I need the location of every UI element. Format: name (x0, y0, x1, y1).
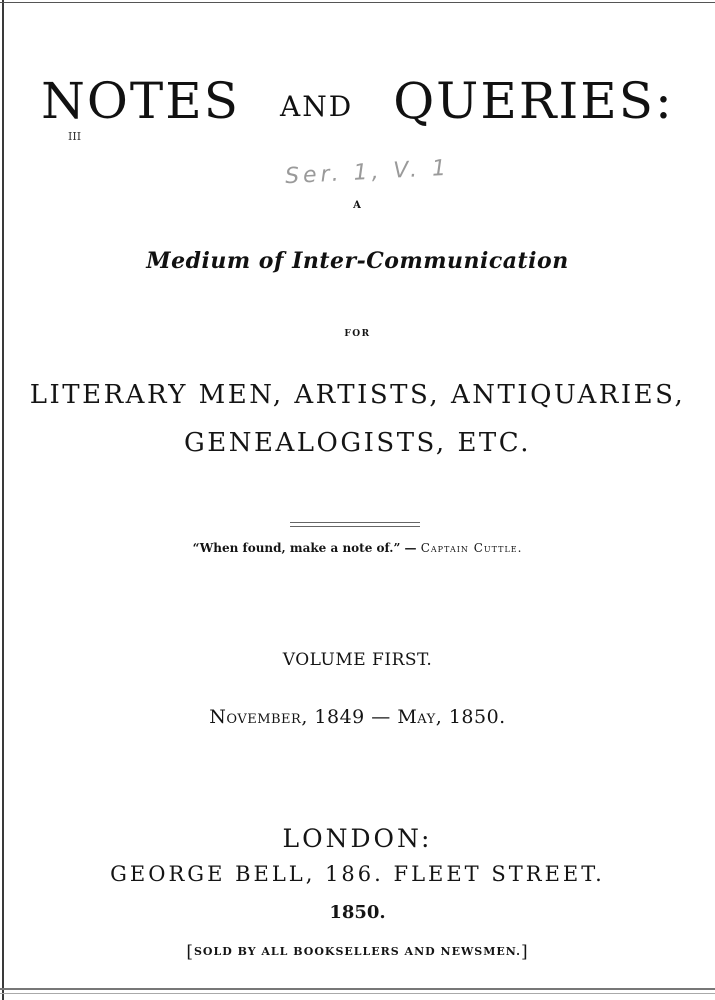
page-edge-bottom (0, 988, 715, 990)
motto (0, 541, 715, 555)
motto-attribution: Captain Cuttle. (420, 541, 523, 555)
sold-note-text: SOLD BY ALL BOOKSELLERS AND NEWSMEN. (193, 945, 521, 958)
motto-dash: — (400, 541, 421, 555)
article-a: A (353, 200, 362, 211)
imprint-publisher: GEORGE BELL, 186. FLEET STREET. (110, 862, 605, 886)
volume-label: VOLUME FIRST. (282, 650, 433, 670)
sold-note (0, 942, 715, 962)
title-notes: NOTES (41, 72, 241, 130)
handwritten-shelf-note: Ser. 1, V. 1 (284, 155, 451, 190)
divider-rule (290, 522, 420, 523)
motto-quote: “When found, make a note of.” (192, 541, 401, 555)
audience-line-2: GENEALOGISTS, ETC. (184, 428, 531, 458)
title-and: AND (280, 90, 354, 123)
subtitle: Medium of Inter-Communication (146, 248, 569, 274)
audience-line-1: LITERARY MEN, ARTISTS, ANTIQUARIES, (29, 380, 686, 410)
imprint-year: 1850. (329, 902, 386, 923)
sold-note-close-bracket: ] (521, 942, 529, 962)
page-edge-top (0, 2, 715, 3)
imprint-city: LONDON: (282, 824, 433, 853)
page-edge-bottom-faint (0, 993, 715, 994)
title-queries: QUERIES: (393, 72, 674, 130)
main-title (0, 72, 715, 130)
date-range: November, 1849 — May, 1850. (209, 706, 506, 728)
sold-note-open-bracket: [ (186, 942, 194, 962)
divider-rule-double (290, 526, 420, 527)
for-text: FOR (344, 329, 371, 339)
margin-mark: III (68, 130, 82, 143)
